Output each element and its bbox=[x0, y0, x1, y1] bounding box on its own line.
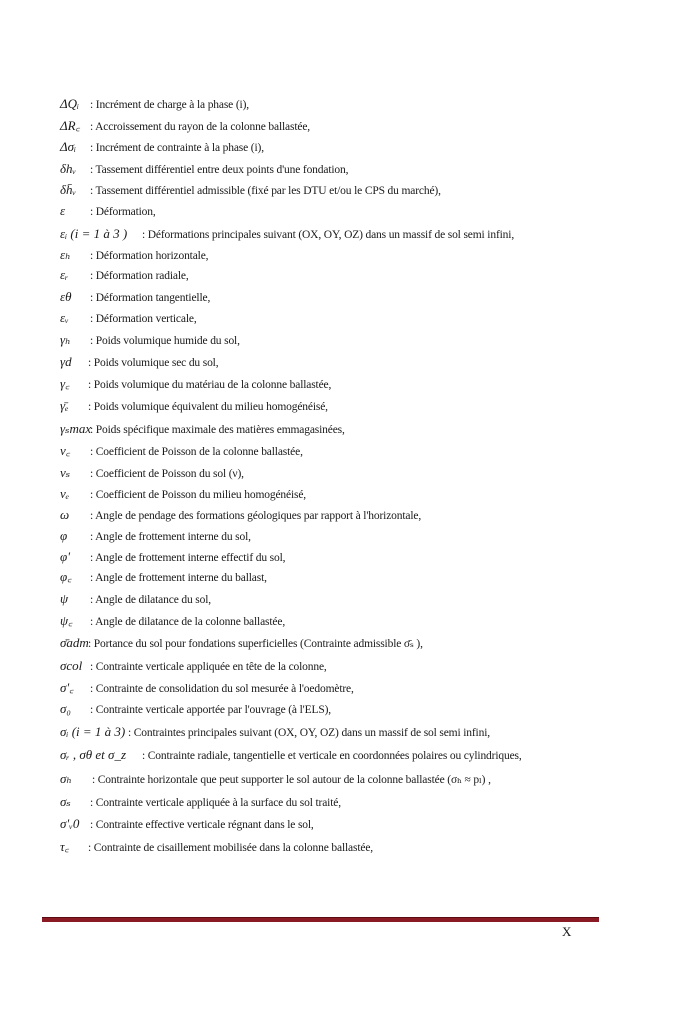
notation-entry bbox=[60, 97, 249, 112]
notation-entry bbox=[60, 466, 244, 481]
notation-description: : Poids volumique sec du sol, bbox=[88, 357, 219, 369]
notation-symbol: γₕ bbox=[60, 332, 71, 347]
notation-description: : Déformations principales suivant (OX, OY, OZ) dans un massif de sol semi infini, bbox=[142, 229, 515, 241]
footer-rule bbox=[42, 917, 599, 922]
notation-entry bbox=[60, 817, 314, 832]
notation-entry bbox=[60, 140, 264, 155]
notation-description: : Coefficient de Poisson du sol (ν), bbox=[90, 468, 244, 480]
notation-description: : Contrainte horizontale que peut supporter le sol autour de la colonne ballastée (σₕ ≈ pₗ) , bbox=[92, 774, 491, 786]
notation-symbol: δh̄ᵥ bbox=[60, 182, 77, 197]
notation-symbol: νₑ bbox=[60, 486, 70, 501]
notation-symbol: Δσᵢ bbox=[60, 139, 77, 154]
notation-entry bbox=[60, 748, 522, 763]
notation-symbol: δhᵥ bbox=[60, 161, 77, 176]
notation-entry bbox=[60, 772, 491, 787]
notation-description: : Tassement différentiel entre deux points d'une fondation, bbox=[90, 164, 349, 176]
notation-entry bbox=[60, 377, 331, 392]
notation-entry bbox=[60, 659, 327, 674]
notation-symbol: σcol bbox=[60, 658, 83, 673]
notation-symbol: σᵢ (i = 1 à 3) bbox=[60, 724, 126, 739]
notation-entry bbox=[60, 570, 267, 585]
notation-description: : Contrainte verticale appliquée à la surface du sol traité, bbox=[90, 797, 341, 809]
notation-entry bbox=[60, 487, 306, 502]
notation-entry bbox=[60, 183, 441, 198]
notation-entry bbox=[60, 355, 218, 370]
notation-entry bbox=[60, 204, 156, 219]
notation-symbol: φ꜀ bbox=[60, 569, 72, 584]
notation-description: : Angle de frottement interne effectif du sol, bbox=[90, 552, 286, 564]
notation-description: : Incrément de contrainte à la phase (i), bbox=[90, 142, 264, 154]
notation-description: : Accroissement du rayon de la colonne ballastée, bbox=[90, 121, 311, 133]
notation-symbol: εᵥ bbox=[60, 310, 69, 325]
notation-entry bbox=[60, 268, 189, 283]
notation-description: : Déformation verticale, bbox=[90, 313, 197, 325]
notation-symbol: εᵢ (i = 1 à 3 ) bbox=[60, 226, 128, 241]
notation-symbol: γₛmax bbox=[60, 421, 92, 436]
notation-symbol: σₛ bbox=[60, 794, 71, 809]
notation-description: : Déformation, bbox=[90, 206, 156, 218]
notation-description: : Déformation horizontale, bbox=[90, 250, 209, 262]
notation-symbol: φ bbox=[60, 528, 68, 543]
notation-description: : Coefficient de Poisson du milieu homogénéisé, bbox=[90, 489, 306, 501]
notation-symbol: γ̄ₑ bbox=[60, 398, 69, 413]
notation-entry bbox=[60, 444, 303, 459]
notation-description: : Coefficient de Poisson de la colonne ballastée, bbox=[90, 446, 303, 458]
notation-symbol: σ'ᵥ0 bbox=[60, 816, 80, 831]
notation-description: : Contrainte effective verticale régnant dans le sol, bbox=[90, 819, 314, 831]
notation-description: : Angle de frottement interne du ballast, bbox=[90, 572, 267, 584]
notation-symbol: ε bbox=[60, 203, 66, 218]
notation-entry bbox=[60, 681, 354, 696]
notation-symbol: ν꜀ bbox=[60, 443, 71, 458]
notation-entry bbox=[60, 227, 514, 242]
notation-entry bbox=[60, 840, 373, 855]
notation-symbol: γ꜀ bbox=[60, 376, 70, 391]
notation-entry bbox=[60, 725, 490, 740]
notation-symbol: σ̄adm bbox=[60, 635, 89, 650]
notation-description: : Incrément de charge à la phase (i), bbox=[90, 99, 249, 111]
notation-entry bbox=[60, 614, 285, 629]
notation-description: : Déformation radiale, bbox=[90, 270, 189, 282]
notation-description: : Contrainte verticale appliquée en tête de la colonne, bbox=[90, 661, 327, 673]
notation-entry bbox=[60, 702, 331, 717]
notation-description: : Contrainte verticale apportée par l'ouvrage (à l'ELS), bbox=[90, 704, 331, 716]
notation-entry bbox=[60, 333, 240, 348]
notation-symbol: εₕ bbox=[60, 247, 71, 262]
notation-description: : Contraintes principales suivant (OX, OY, OZ) dans un massif de sol semi infini, bbox=[128, 727, 490, 739]
notation-description: : Contrainte de cisaillement mobilisée dans la colonne ballastée, bbox=[88, 842, 374, 854]
notation-entry bbox=[60, 795, 341, 810]
notation-symbol: ψ꜀ bbox=[60, 613, 73, 628]
notation-description: : Angle de dilatance de la colonne ballastée, bbox=[90, 616, 286, 628]
notation-symbol: εθ bbox=[60, 289, 72, 304]
notation-symbol: νₛ bbox=[60, 465, 71, 480]
notation-description: : Déformation tangentielle, bbox=[90, 292, 211, 304]
notation-description: : Angle de frottement interne du sol, bbox=[90, 531, 251, 543]
notation-description: : Portance du sol pour fondations superficielles (Contrainte admissible σ̄ₛ ), bbox=[88, 638, 423, 650]
notation-entry bbox=[60, 399, 328, 414]
notation-symbol: σ₀ bbox=[60, 701, 71, 716]
notation-entry bbox=[60, 636, 423, 651]
notation-description: : Contrainte radiale, tangentielle et verticale en coordonnées polaires ou cylindriques, bbox=[142, 750, 522, 762]
notation-entry bbox=[60, 422, 345, 437]
notation-entry bbox=[60, 508, 421, 523]
notation-entry bbox=[60, 290, 210, 305]
notation-entry bbox=[60, 550, 285, 565]
notation-symbol: σₕ bbox=[60, 771, 73, 786]
notation-symbol: ΔQᵢ bbox=[60, 96, 80, 111]
notation-symbol: σᵣ , σθ et σ_z bbox=[60, 747, 127, 762]
notation-description: : Angle de dilatance du sol, bbox=[90, 594, 211, 606]
notation-entry bbox=[60, 529, 251, 544]
notation-symbol: ΔR꜀ bbox=[60, 118, 81, 133]
notation-symbol: εᵣ bbox=[60, 267, 69, 282]
notation-symbol: ψ bbox=[60, 591, 69, 606]
notation-description: : Poids volumique humide du sol, bbox=[90, 335, 240, 347]
notation-description: : Contrainte de consolidation du sol mesurée à l'oedomètre, bbox=[90, 683, 354, 695]
notation-entry bbox=[60, 162, 348, 177]
notation-entry bbox=[60, 592, 211, 607]
notation-description: : Tassement différentiel admissible (fixé par les DTU et/ou le CPS du marché), bbox=[90, 185, 441, 197]
notation-entry bbox=[60, 248, 208, 263]
page-number: X bbox=[562, 924, 572, 939]
notation-symbol: τ꜀ bbox=[60, 839, 70, 854]
notation-description: : Poids volumique équivalent du milieu homogénéisé, bbox=[88, 401, 328, 413]
notation-symbol: γd bbox=[60, 354, 72, 369]
notation-description: : Angle de pendage des formations géologiques par rapport à l'horizontale, bbox=[90, 510, 422, 522]
notation-description: : Poids spécifique maximale des matières emmagasinées, bbox=[90, 424, 345, 436]
notation-symbol: σ'꜀ bbox=[60, 680, 74, 695]
notation-entry bbox=[60, 119, 310, 134]
notation-entry bbox=[60, 311, 197, 326]
notation-symbol: φ' bbox=[60, 549, 70, 564]
notation-description: : Poids volumique du matériau de la colonne ballastée, bbox=[88, 379, 332, 391]
notation-symbol: ω bbox=[60, 507, 70, 522]
